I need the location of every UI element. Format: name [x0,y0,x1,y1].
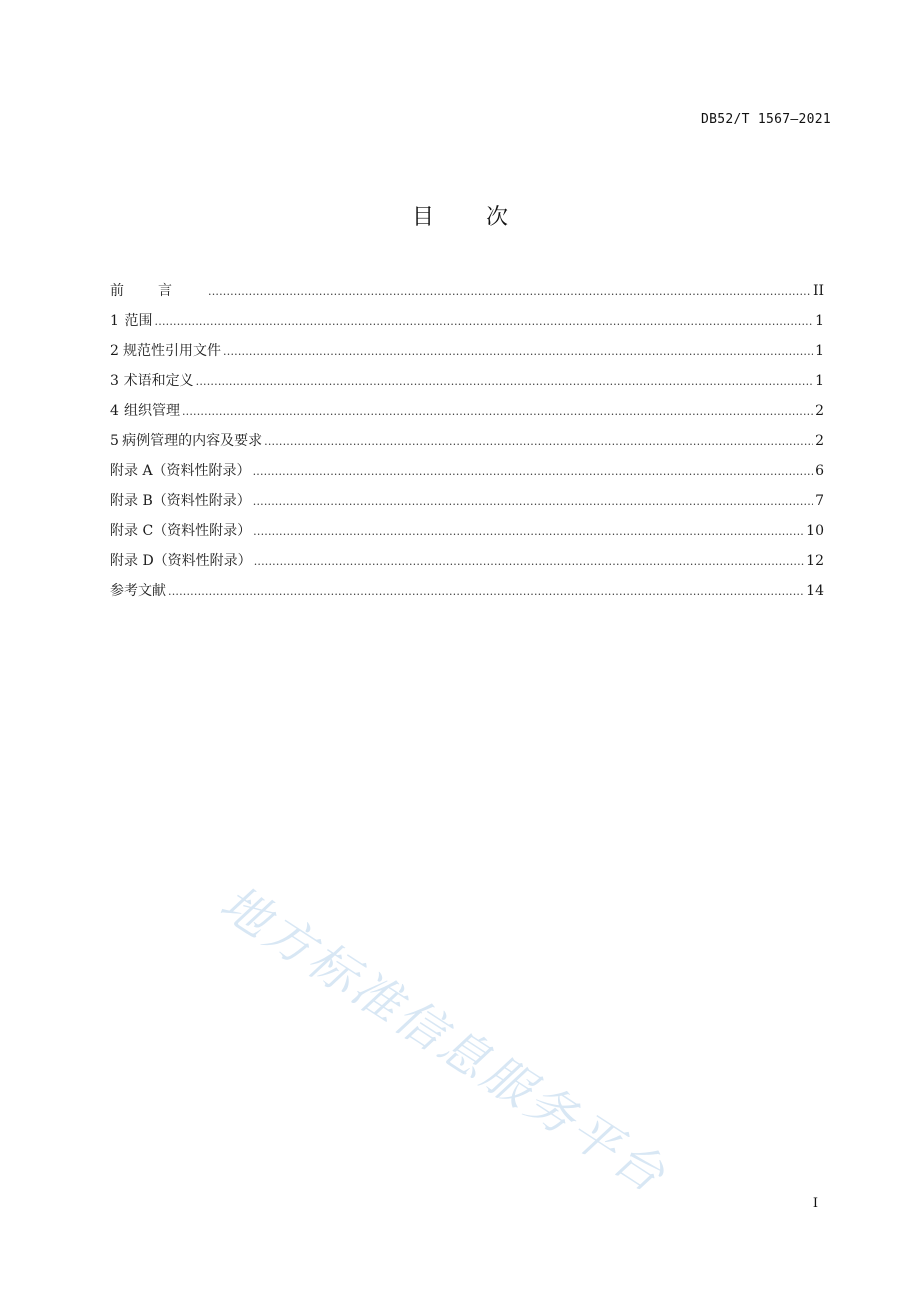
toc-entry-organization[interactable] [110,396,824,426]
toc-entry-label: 规范性引用文件 [123,343,222,359]
toc-leader-dots [264,427,813,457]
toc-entry-case-management[interactable] [110,426,824,456]
toc-entry-page: 12 [806,553,824,569]
toc-entry-label: 附录 B（资料性附录） [110,493,251,509]
toc-entry-number: 3 [110,373,119,389]
toc-entry-foreword[interactable] [110,276,824,306]
toc-entry-label: 前言 [110,283,206,299]
toc-entry-page: 1 [815,373,824,389]
toc-entry-label: 术语和定义 [123,373,194,389]
toc-leader-dots [253,457,814,487]
toc-entry-bibliography[interactable] [110,576,824,606]
toc-entry-page: 14 [806,583,824,599]
toc-entry-label: 病例管理的内容及要求 [122,433,263,449]
toc-entry-page: 6 [815,463,824,479]
toc-leader-dots [254,547,804,577]
toc-entry-page: 1 [815,313,824,329]
toc-entry-label: 参考文献 [110,583,166,599]
toc-title [0,200,920,231]
toc-leader-dots [208,277,811,307]
document-code: DB52/T 1567—2021 [700,112,831,127]
toc-entry-label: 附录 A（资料性附录） [110,463,251,479]
toc-entry-number: 4 [110,403,119,419]
toc-leader-dots [196,367,813,397]
toc-leader-dots [223,337,813,367]
toc-entry-page: 7 [815,493,824,509]
toc-leader-dots [182,397,813,427]
toc-leader-dots [155,307,814,337]
toc-entry-number: 2 [110,343,119,359]
toc-entry-scope[interactable] [110,306,824,336]
toc-leader-dots [253,517,804,547]
toc-entry-page: 2 [815,433,824,449]
toc-entry-number: 1 [110,313,119,329]
toc-entry-number: 5 [110,433,119,449]
toc-leader-dots [168,577,804,607]
toc-title-char-1: 目 [411,205,434,230]
toc-entry-label: 附录 D（资料性附录） [110,553,252,569]
toc-entry-appendix-d[interactable] [110,546,824,576]
toc-entry-appendix-c[interactable] [110,516,824,546]
toc-entry-page: II [812,283,824,299]
toc-entry-page: 2 [815,403,824,419]
toc-entry-page: 10 [806,523,824,539]
toc-entry-label: 组织管理 [123,403,180,419]
toc-title-char-2: 次 [486,205,509,230]
toc-entry-terms-definitions[interactable] [110,366,824,396]
toc-entry-normative-references[interactable] [110,336,824,366]
toc-entry-appendix-b[interactable] [110,486,824,516]
page-number: I [812,1196,818,1211]
toc-entry-page: 1 [815,343,824,359]
toc-entry-label: 范围 [124,313,153,329]
toc-entry-appendix-a[interactable] [110,456,824,486]
watermark: 地方标准信息服务平台 [210,874,677,1205]
toc-leader-dots [253,487,813,517]
table-of-contents [110,276,824,606]
toc-entry-label: 附录 C（资料性附录） [110,523,252,539]
